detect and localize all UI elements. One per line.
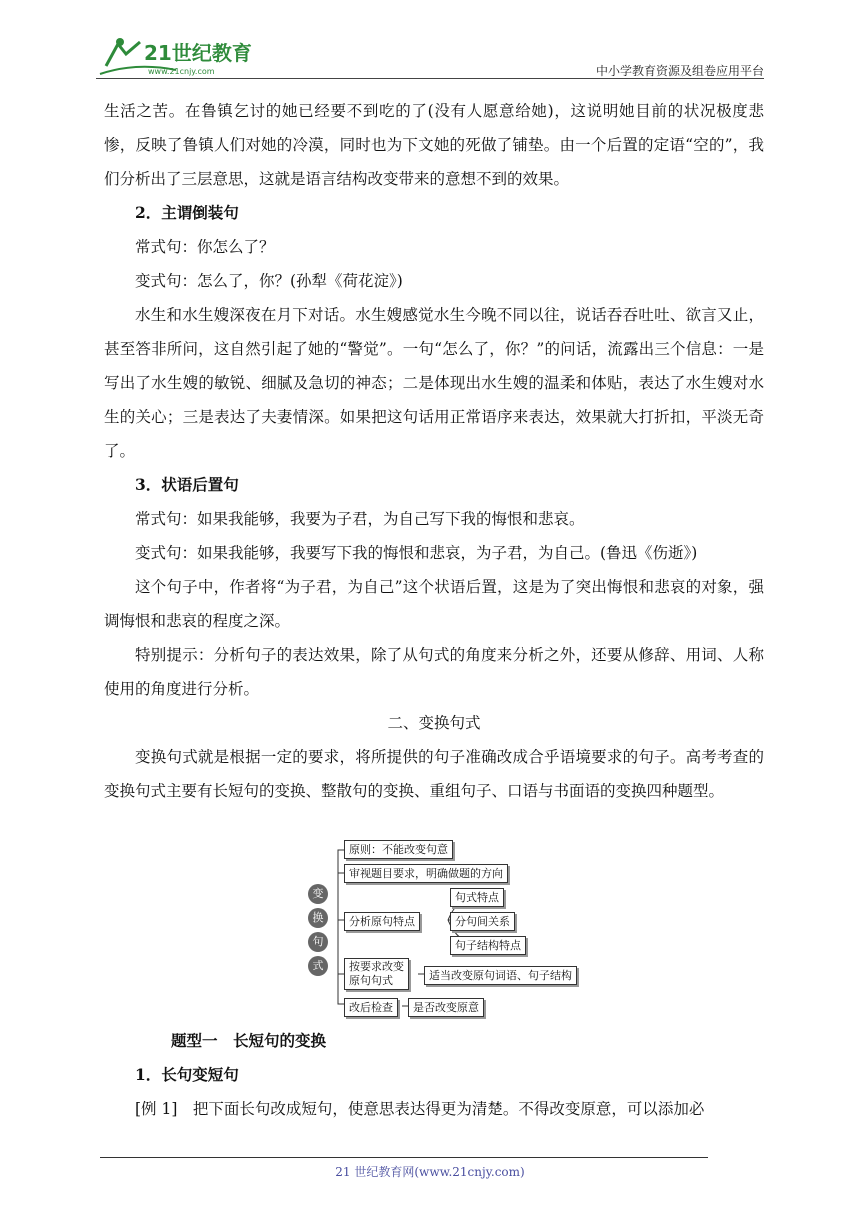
change-node-line1: 按要求改变 xyxy=(349,960,404,973)
check-node: 改后检查 xyxy=(344,998,398,1017)
header-divider xyxy=(96,78,764,79)
analyze-item: 句子结构特点 xyxy=(450,936,526,955)
example-paragraph: [例 1] 把下面长句改成短句，使意思表达得更为清楚。不得改变原意，可以添加必 xyxy=(135,1100,705,1118)
root-char: 换 xyxy=(308,908,328,928)
mind-map-diagram xyxy=(300,834,600,1024)
section-heading: 3．状语后置句 xyxy=(135,475,239,494)
document-body xyxy=(104,94,764,808)
change-node xyxy=(344,958,409,990)
section-heading: 2．主谓倒装句 xyxy=(135,203,239,222)
type-heading: 题型一 长短句的变换 xyxy=(171,1031,327,1050)
change-note: 适当改变原句词语、句子结构 xyxy=(424,966,577,985)
change-node-line2: 原句句式 xyxy=(349,974,393,987)
analyze-node: 分析原句特点 xyxy=(344,912,420,931)
paragraph: 这个句子中，作者将“为子君，为自己”这个状语后置，这是为了突出悔恨和悲哀的对象，强调悔恨和悲哀的程度之深。 xyxy=(104,578,764,630)
section-title: 二、变换句式 xyxy=(387,714,481,732)
platform-label: 中小学教育资源及组卷应用平台 xyxy=(595,64,764,78)
root-char: 句 xyxy=(308,932,328,952)
paragraph: 变换句式就是根据一定的要求，将所提供的句子准确改成合乎语境要求的句子。高考考查的变换句式主要有长短句的变换、整散句的变换、重组句子、口语与书面语的变换四种题型。 xyxy=(104,748,764,800)
paragraph: 生活之苦。在鲁镇乞讨的她已经要不到吃的了(没有人愿意给她)，这说明她目前的状况极度悲惨，反映了鲁镇人们对她的冷漠，同时也为下文她的死做了铺垫。由一个后置的定语“空的”，我们分析出了三层意思，这就是语言结构改变带来的意想不到的效果。 xyxy=(104,102,764,188)
footer-divider xyxy=(100,1157,708,1158)
svg-text:www.21cnjy.com: www.21cnjy.com xyxy=(148,67,215,76)
analyze-item: 句式特点 xyxy=(450,888,504,907)
check-note: 是否改变原意 xyxy=(408,998,484,1017)
section-heading: 1．长句变短句 xyxy=(135,1065,239,1084)
paragraph: 水生和水生嫂深夜在月下对话。水生嫂感觉水生今晚不同以往，说话吞吞吐吐、欲言又止，甚至答非所问，这自然引起了她的“警觉”。一句“怎么了，你？”的问话，流露出三个信息：一是写出了水生嫂的敏锐、细腻及急切的神态；二是体现出水生嫂的温柔和体贴，表达了水生嫂对水生的关心；三是表达了夫妻情深。如果把这句话用正常语序来表达，效果就大打折扣，平淡无奇了。 xyxy=(104,306,764,460)
tip-paragraph: 特别提示：分析句子的表达效果，除了从句式的角度来分析之外，还要从修辞、用词、人称使用的角度进行分析。 xyxy=(104,646,764,698)
example-sentence: 常式句：你怎么了？ xyxy=(135,238,275,256)
example-sentence: 变式句：如果我能够，我要写下我的悔恨和悲哀，为子君，为自己。(鲁迅《伤逝》) xyxy=(135,544,698,562)
example-sentence: 常式句：如果我能够，我要为子君，为自己写下我的悔恨和悲哀。 xyxy=(135,510,585,528)
logo-icon xyxy=(96,36,266,78)
document-body-continued xyxy=(104,1024,764,1126)
principle-node: 原则：不能改变句意 xyxy=(344,840,453,859)
analyze-item: 分句间关系 xyxy=(450,912,515,931)
root-char: 式 xyxy=(308,956,328,976)
page-header xyxy=(96,34,764,80)
root-char: 变 xyxy=(308,884,328,904)
example-sentence: 变式句：怎么了，你？(孙犁《荷花淀》) xyxy=(135,272,403,290)
review-node: 审视题目要求，明确做题的方向 xyxy=(344,864,508,883)
svg-text:21世纪教育: 21世纪教育 xyxy=(144,41,252,65)
footer-text: 21 世纪教育网(www.21cnjy.com) xyxy=(335,1165,525,1179)
